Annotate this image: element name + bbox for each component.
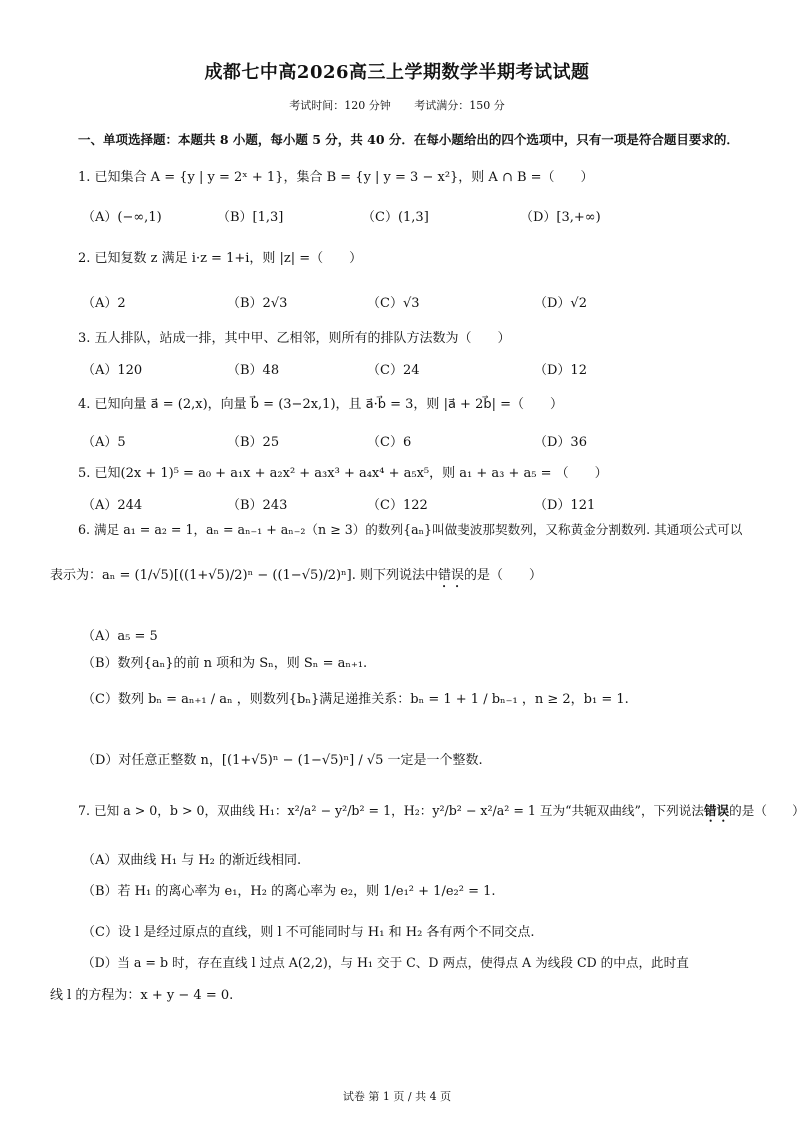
option-b: （B）48	[227, 363, 280, 378]
option-c: （C）122	[367, 498, 428, 513]
option-b: （B）[1,3]	[217, 210, 284, 225]
question-6-formula: 表示为：aₙ = (1/√5)[((1+√5)/2)ⁿ − ((1−√5)/2)ⁿ]. 则下列说法中	[50, 568, 439, 583]
option-d: （D）12	[534, 363, 587, 378]
option-a: （A）(−∞,1)	[82, 210, 162, 225]
question-5-stem: 5. 已知(2x + 1)⁵ = a₀ + a₁x + a₂x² + a₃x³ + a₄x⁴ + a₅x⁵，则 a₁ + a₃ + a₅ = （ ）	[78, 466, 608, 481]
question-7-stem: 7. 已知 a > 0，b > 0，双曲线 H₁：x²/a² − y²/b² = 1，H₂：y²/b² − x²/a² = 1 互为“共轭双曲线”，下列说法	[78, 803, 704, 818]
emphasis-wrong: 错误	[703, 803, 730, 818]
page-footer: 试卷 第 1 页 / 共 4 页	[342, 1090, 452, 1103]
page-title: 成都七中高2026高三上学期数学半期考试试题	[204, 62, 590, 83]
question-6-stem: 6. 满足 a₁ = a₂ = 1，aₙ = aₙ₋₁ + aₙ₋₂（n ≥ 3）的数列{aₙ}叫做斐波那契数列，又称黄金分割数列. 其通项公式可以	[78, 522, 743, 537]
option-a: （A）244	[82, 498, 143, 513]
option-c: （C）(1,3]	[362, 210, 429, 225]
option-c: （C）√3	[367, 296, 420, 311]
question-6-option-d: （D）对任意正整数 n，[(1+√5)ⁿ − (1−√5)ⁿ] / √5 一定是一个整数.	[82, 753, 483, 768]
option-d: （D）121	[534, 498, 596, 513]
question-4-stem: 4. 已知向量 a⃗ = (2,x)，向量 b⃗ = (3−2x,1)，且 a⃗·b⃗ = 3，则 |a⃗ + 2b⃗| =（ ）	[78, 397, 563, 412]
question-7-option-b: （B）若 H₁ 的离心率为 e₁，H₂ 的离心率为 e₂，则 1/e₁² + 1/e₂² = 1.	[82, 884, 496, 899]
question-7-stem-line	[78, 800, 805, 825]
section-heading: 一、单项选择题：本题共 8 小题，每小题 5 分，共 40 分．在每小题给出的四个选项中，只有一项是符合题目要求的．	[78, 132, 739, 147]
question-1-stem: 1. 已知集合 A = {y | y = 2ˣ + 1}，集合 B = {y | y = 3 − x²}，则 A ∩ B =（ ）	[78, 170, 594, 185]
option-c: （C）6	[367, 435, 412, 450]
exam-meta	[0, 97, 794, 113]
question-7-stem-end: 的是（ ）	[729, 803, 805, 818]
question-7-option-d-continued: 线 l 的方程为：x + y − 4 = 0.	[50, 988, 234, 1003]
exam-time: 考试时间：120 分钟	[289, 99, 391, 112]
option-b: （B）243	[227, 498, 288, 513]
question-7-option-c: （C）设 l 是经过原点的直线，则 l 不可能同时与 H₁ 和 H₂ 各有两个不同交点.	[82, 925, 535, 940]
question-3-stem: 3. 五人排队，站成一排，其中甲、乙相邻，则所有的排队方法数为（ ）	[78, 331, 511, 346]
question-6-option-c: （C）数列 bₙ = aₙ₊₁ / aₙ ，则数列{bₙ}满足递推关系：bₙ = 1 + 1 / bₙ₋₁ ，n ≥ 2，b₁ = 1.	[82, 692, 629, 707]
question-6-stem-end: 的是（ ）	[464, 568, 543, 583]
question-2-stem: 2. 已知复数 z 满足 i·z = 1+i，则 |z| =（ ）	[78, 251, 363, 266]
option-d: （D）[3,+∞)	[520, 210, 601, 225]
question-7-option-a: （A）双曲线 H₁ 与 H₂ 的渐近线相同.	[82, 853, 302, 868]
exam-score: 考试满分：150 分	[414, 99, 505, 112]
option-c: （C）24	[367, 363, 420, 378]
option-d: （D）36	[534, 435, 587, 450]
option-b: （B）2√3	[227, 296, 288, 311]
emphasis-wrong: 错误	[438, 568, 465, 583]
option-d: （D）√2	[534, 296, 587, 311]
option-a: （A）120	[82, 363, 143, 378]
option-b: （B）25	[227, 435, 280, 450]
option-a: （A）2	[82, 296, 126, 311]
question-7-option-d: （D）当 a = b 时，存在直线 l 过点 A(2,2)，与 H₁ 交于 C、D 两点，使得点 A 为线段 CD 的中点，此时直	[82, 955, 689, 970]
question-6-option-a: （A）a₅ = 5	[82, 629, 158, 644]
option-a: （A）5	[82, 435, 126, 450]
question-6-option-b: （B）数列{aₙ}的前 n 项和为 Sₙ，则 Sₙ = aₙ₊₁.	[82, 656, 368, 671]
question-6-formula-line	[50, 564, 542, 591]
